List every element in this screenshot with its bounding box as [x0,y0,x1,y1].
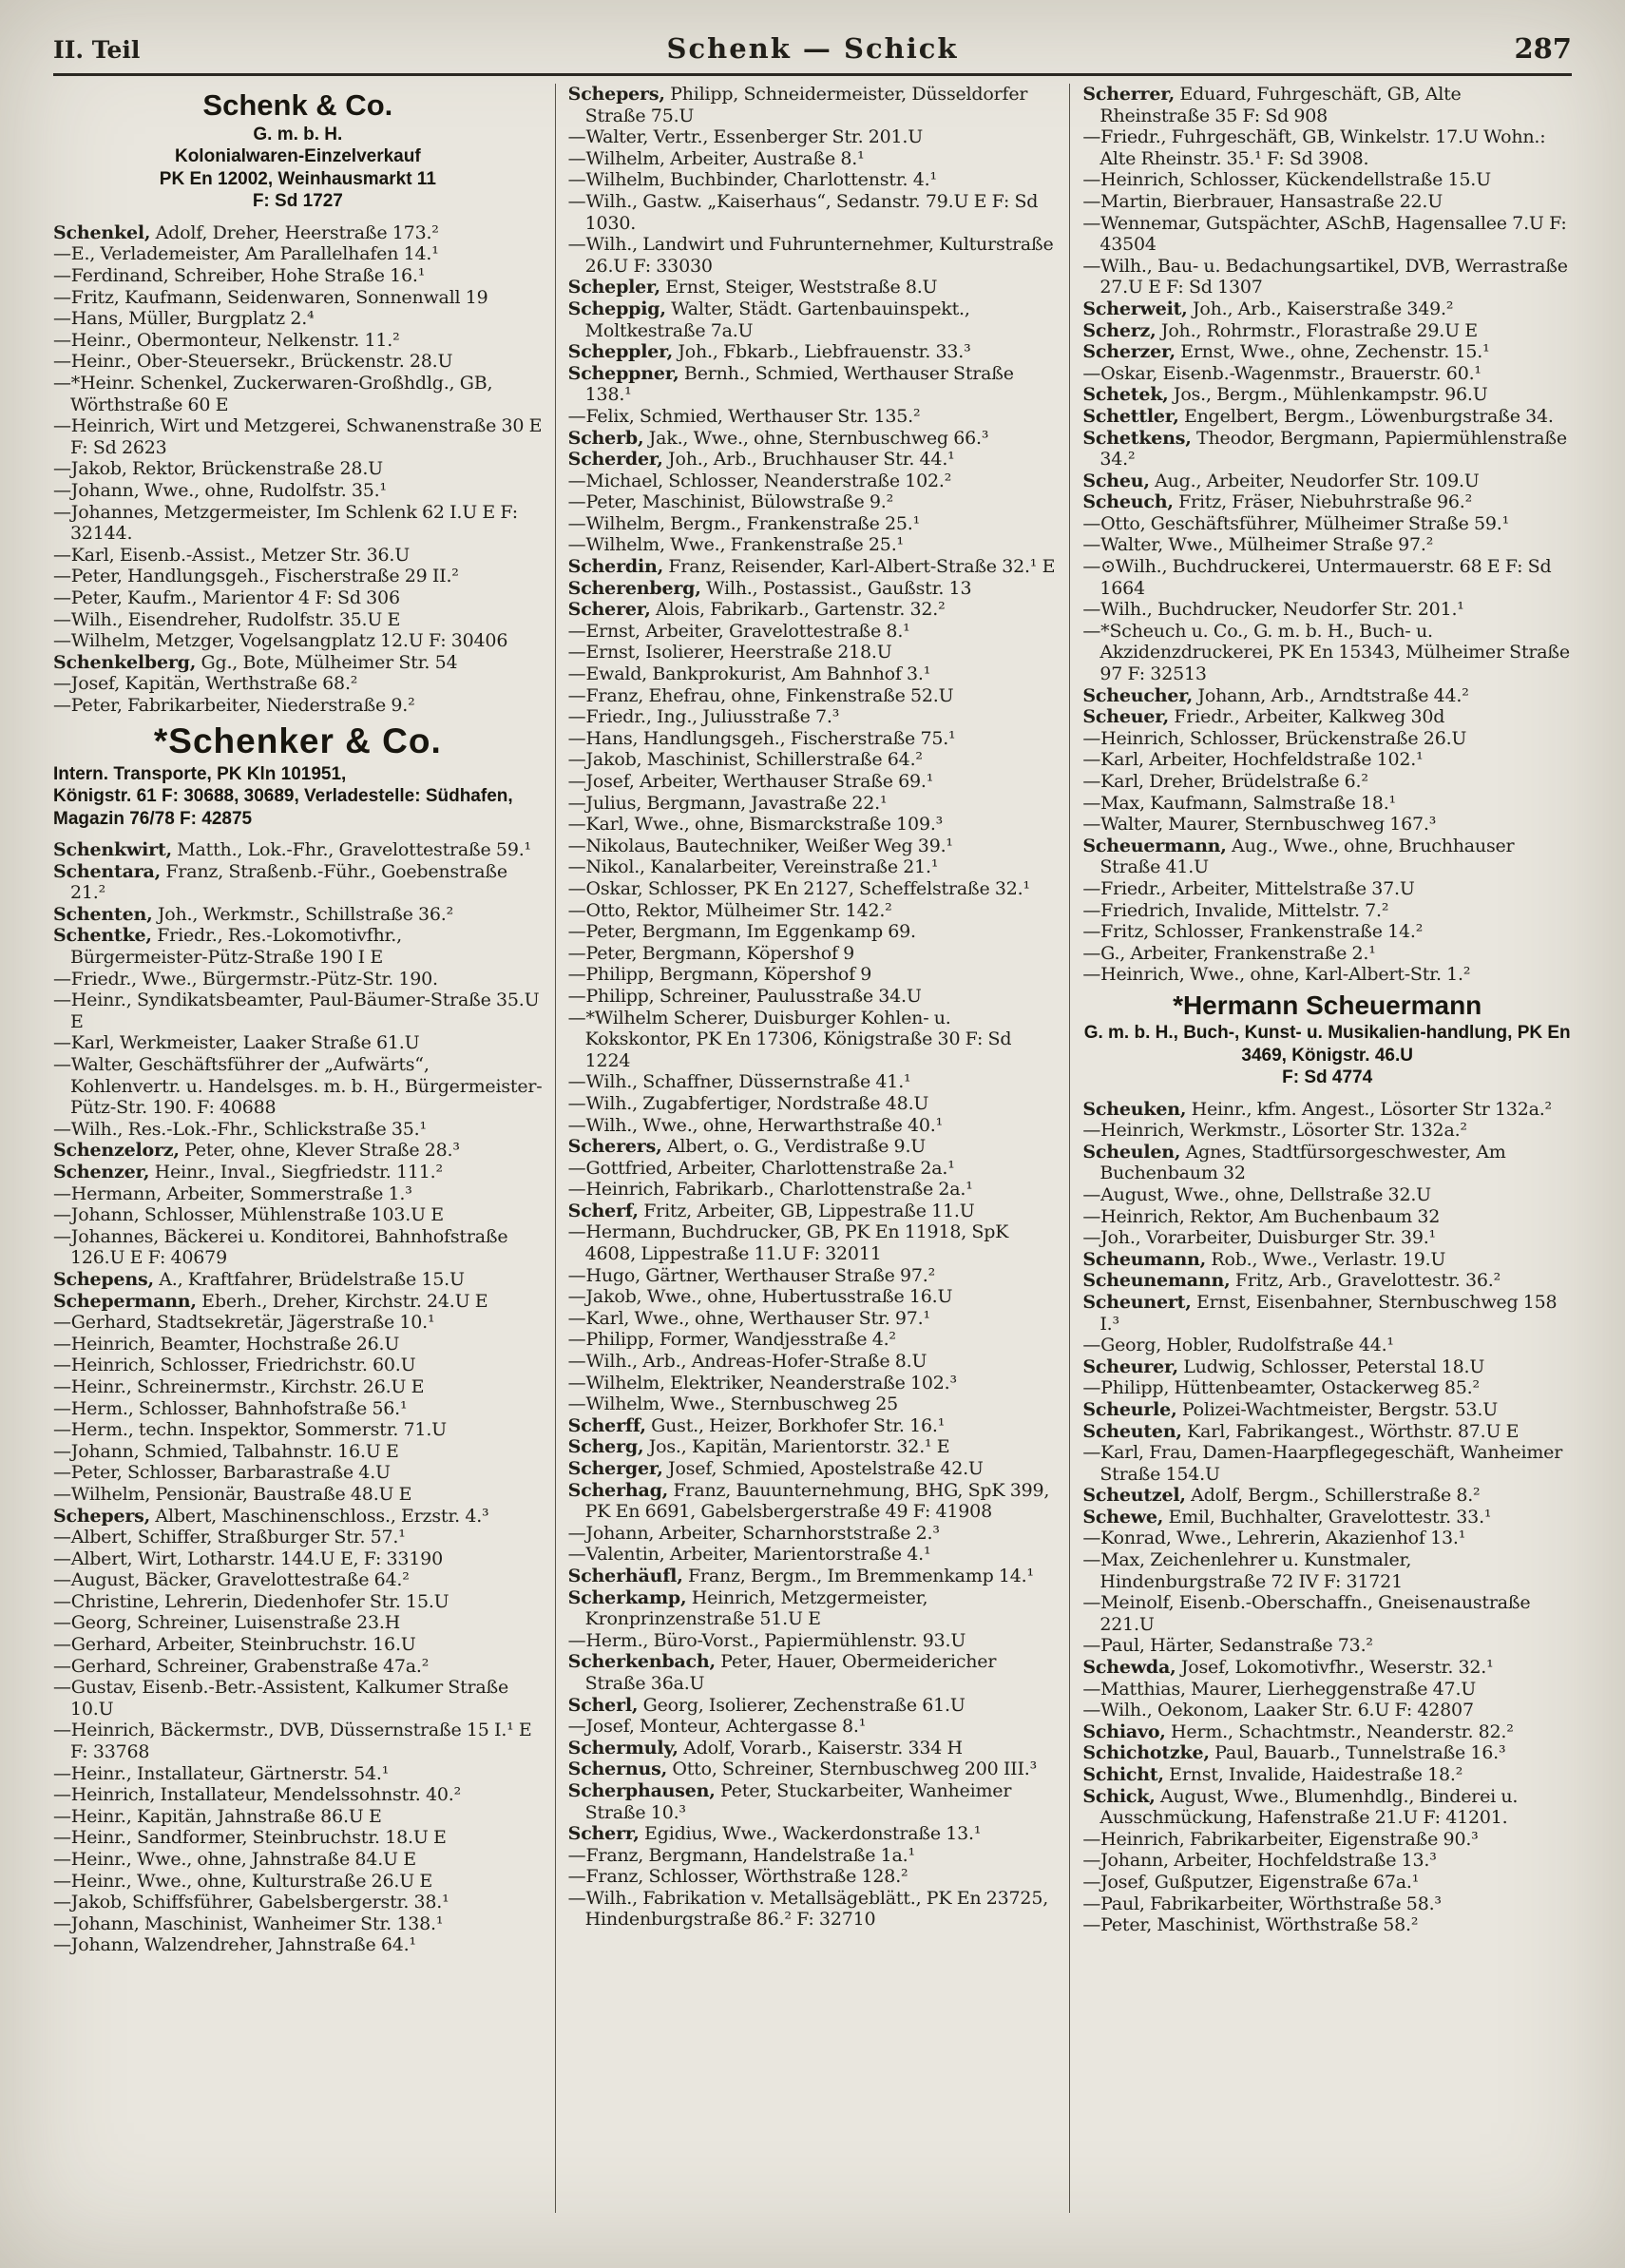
entry-surname: Scherers, [567,1136,662,1158]
entry-surname: Scheppig, [567,298,666,319]
directory-entry: —Michael, Schlosser, Neanderstraße 102.² [567,470,952,491]
directory-entry: —Heinrich, Schlosser, Friedrichstr. 60.U [53,1355,416,1376]
directory-entry: Schicht, Ernst, Invalide, Haidestraße 18.² [1082,1764,1463,1785]
entry-surname: Schepler, [567,277,660,298]
directory-entry: —Heinr., Schreinermstr., Kirchstr. 26.U E [53,1375,425,1397]
directory-entry: —Johann, Schmied, Talbahnstr. 16.U E [53,1440,399,1462]
directory-entry: —Friedrich, Invalide, Mittelstr. 7.² [1082,899,1389,921]
directory-entry: —Paul, Härter, Sedanstraße 73.² [1082,1635,1373,1657]
directory-entry: Scheppner, Bernh., Schmied, Werthauser Straße 138.¹ [567,362,1014,406]
entry-surname: Scherrer, [1082,84,1176,105]
directory-entry: Scheulen, Agnes, Stadtfürsorgeschwester, Am Buchenbaum 32 [1082,1141,1506,1184]
directory-entry: —Martin, Bierbrauer, Hansastraße 22.U [1082,190,1443,212]
firm-ad [53,720,543,830]
directory-entry: Schentke, Friedr., Res.-Lokomotivfhr., Bürgermeister-Pütz-Straße 190 I E [53,925,402,969]
directory-entry: —Heinrich, Installateur, Mendelssohnstr. 40.² [53,1784,461,1806]
entry-surname: Scheurer, [1082,1355,1178,1377]
entry-surname: Schetek, [1082,384,1169,406]
directory-entry: —Peter, Bergmann, Köpershof 9 [567,942,855,964]
directory-entry: —Heinr., Wwe., ohne, Kulturstraße 26.U E [53,1870,433,1892]
directory-entry: —*Heinr. Schenkel, Zuckerwaren-Großhdlg., GB, Wörthstraße 60 E [53,372,493,415]
directory-entry: —Wilh., Zugabfertiger, Nordstraße 48.U [567,1092,929,1114]
directory-entry: Scherkamp, Heinrich, Metzgermeister, Kronprinzenstraße 51.U E [567,1586,928,1630]
directory-entry: Schewe, Emil, Buchhalter, Gravelottestr. 33.¹ [1082,1506,1492,1528]
directory-entry: Scherr, Egidius, Wwe., Wackerdonstraße 13.¹ [567,1823,982,1845]
directory-entry: —Georg, Schreiner, Luisenstraße 23.H [53,1612,401,1634]
directory-entry: Scherphausen, Peter, Stuckarbeiter, Wanheimer Straße 10.³ [567,1779,1012,1823]
running-head: Schenk — Schick [666,32,959,65]
directory-entry: —Heinr., Kapitän, Jahnstraße 86.U E [53,1805,382,1827]
directory-entry: —Philipp, Schreiner, Paulusstraße 34.U [567,985,922,1007]
firm-ad-line: Kolonialwaren-Einzelverkauf [174,146,421,167]
entry-surname: Schepers, [53,1505,151,1527]
directory-entry: —Heinrich, Schlosser, Brückenstraße 26.U [1082,727,1467,749]
directory-entry: Schetek, Jos., Bergm., Mühlenkampstr. 96.U [1082,384,1488,406]
directory-entry: —Wilhelm, Pensionär, Baustraße 48.U E [53,1483,412,1505]
firm-ad-line: G. m. b. H. [253,124,343,144]
entry-surname: Schernus, [567,1759,668,1780]
directory-entry: —Hugo, Gärtner, Werthauser Straße 97.² [567,1264,936,1286]
directory-entry: —Hermann, Arbeiter, Sommerstraße 1.³ [53,1182,412,1204]
entry-surname: Scheutzel, [1082,1485,1186,1507]
directory-entry: —Jakob, Maschinist, Schillerstraße 64.² [567,749,923,771]
directory-entry: —Wilh., Fabrikation v. Metallsägeblätt., PK En 23725, Hindenburgstraße 86.² F: 32710 [567,1887,1049,1931]
directory-entry: —Walter, Geschäftsführer der „Aufwärts“, Kohlenvertr. u. Handelsges. m. b. H., Bürgermeister-Pütz-Str. 190. F: 40688 [53,1054,543,1119]
entry-surname: Scheunert, [1082,1291,1192,1313]
directory-entry: Scheutzel, Adolf, Bergm., Schillerstraße 8.² [1082,1485,1481,1507]
entry-surname: Scheumann, [1082,1248,1207,1270]
entry-surname: Scherenberg, [567,577,701,599]
entry-surname: Scheuer, [1082,706,1170,728]
entry-surname: Scherphausen, [567,1779,716,1801]
directory-entry: —Georg, Hobler, Rudolfstraße 44.¹ [1082,1335,1394,1356]
directory-entry: —Walter, Vertr., Essenberger Str. 201.U [567,126,924,148]
directory-entry: Schettler, Engelbert, Bergm., Löwenburgstraße 34. [1082,405,1554,427]
directory-entry: —Heinr., Obermonteur, Nelkenstr. 11.² [53,329,400,351]
directory-entry: —Wilhelm, Metzger, Vogelsangplatz 12.U F: 30406 [53,630,508,652]
directory-entry: Scherb, Jak., Wwe., ohne, Sternbuschweg 66.³ [567,427,989,449]
directory-entry: Scheucher, Johann, Arb., Arndtstraße 44.² [1082,684,1469,706]
directory-entry: Scherhäufl, Franz, Bergm., Im Bremmenkamp 14.¹ [567,1565,1034,1586]
directory-entry: —Gerhard, Arbeiter, Steinbruchstr. 16.U [53,1634,416,1656]
directory-entry: —Franz, Ehefrau, ohne, Finkenstraße 52.U [567,684,954,706]
directory-entry: —Otto, Rektor, Mülheimer Str. 142.² [567,899,892,921]
directory-entry: —Josef, Kapitän, Werthstraße 68.² [53,673,358,695]
directory-column [53,84,555,2213]
directory-entry: —Meinolf, Eisenb.-Oberschaffn., Gneisenaustraße 221.U [1082,1592,1531,1635]
directory-entry: —Wilh., Landwirt und Fuhrunternehmer, Kulturstraße 26.U F: 33030 [567,234,1054,277]
directory-entry: —Walter, Maurer, Sternbuschweg 167.³ [1082,814,1437,836]
directory-entry: Scherl, Georg, Isolierer, Zechenstraße 61.U [567,1694,965,1716]
directory-entry: —Jakob, Rektor, Brückenstraße 28.U [53,458,383,480]
directory-entry: —*Wilhelm Scherer, Duisburger Kohlen- u. Kokskontor, PK En 17306, Königstraße 30 F: Sd 1224 [567,1007,1012,1071]
directory-entry: Scheppler, Joh., Fbkarb., Liebfrauenstr. 33.³ [567,341,971,363]
directory-entry: —Joh., Vorarbeiter, Duisburger Str. 39.¹ [1082,1227,1436,1249]
page-header [53,32,1572,65]
directory-entry: —Wilh., Eisendreher, Rudolfstr. 35.U E [53,608,401,630]
directory-entry: Schiavo, Herm., Schachtmstr., Neanderstr. 82.² [1082,1720,1514,1742]
directory-entry: —Wilh., Oekonom, Laaker Str. 6.U F: 42807 [1082,1700,1474,1721]
directory-entry: —Heinrich, Rektor, Am Buchenbaum 32 [1082,1205,1441,1227]
directory-entry: —Konrad, Wwe., Lehrerin, Akazienhof 13.¹ [1082,1528,1466,1549]
firm-ad [53,87,543,213]
directory-entry: —Ferdinand, Schreiber, Hohe Straße 16.¹ [53,265,426,286]
directory-entry: Scherer, Alois, Fabrikarb., Gartenstr. 32.² [567,599,946,621]
directory-entry: —Jakob, Wwe., ohne, Hubertusstraße 16.U [567,1286,953,1308]
part-label: II. Teil [53,36,141,64]
directory-entry: —Paul, Fabrikarbeiter, Wörthstraße 58.³ [1082,1893,1442,1914]
directory-entry: Scherz, Joh., Rohrmstr., Florastraße 29.U E [1082,319,1478,341]
directory-entry: —Ewald, Bankprokurist, Am Bahnhof 3.¹ [567,663,931,685]
directory-entry: —Josef, Monteur, Achtergasse 8.¹ [567,1716,867,1738]
directory-entry: Scherf, Fritz, Arbeiter, GB, Lippestraße 11.U [567,1200,975,1221]
directory-entry: —Wennemar, Gutspächter, ASchB, Hagensallee 7.U F: 43504 [1082,212,1567,256]
directory-entry: —Wilh., Res.-Lok.-Fhr., Schlickstraße 35.¹ [53,1118,427,1140]
directory-entry: Scherff, Gust., Heizer, Borkhofer Str. 16.¹ [567,1414,946,1436]
directory-entry: —Ernst, Arbeiter, Gravelottestraße 8.¹ [567,620,910,642]
directory-entry: —Wilh., Buchdrucker, Neudorfer Str. 201.¹ [1082,599,1464,621]
directory-entry: —Wilh., Gastw. „Kaiserhaus“, Sedanstr. 79.U E F: Sd 1030. [567,190,1039,234]
directory-entry: —Wilh., Arb., Andreas-Hofer-Straße 8.U [567,1351,927,1373]
directory-entry: —Karl, Wwe., ohne, Werthauser Str. 97.¹ [567,1307,930,1329]
entry-surname: Scherder, [567,449,663,471]
entry-surname: Schettler, [1082,405,1179,427]
directory-entry: —August, Bäcker, Gravelottestraße 64.² [53,1569,410,1591]
directory-entry: Scheurer, Ludwig, Schlosser, Peterstal 18.U [1082,1355,1485,1377]
directory-entry: —Gustav, Eisenb.-Betr.-Assistent, Kalkumer Straße 10.U [53,1677,509,1720]
directory-entry: Scherder, Joh., Arb., Bruchhauser Str. 44.¹ [567,449,955,471]
directory-entry: —Heinrich, Fabrikarbeiter, Eigenstraße 90.³ [1082,1828,1479,1850]
directory-entry: —Nikolaus, Bautechniker, Weißer Weg 39.¹ [567,835,953,856]
directory-entry: Scheuermann, Aug., Wwe., ohne, Bruchhauser Straße 41.U [1082,835,1515,878]
directory-entry: —Josef, Arbeiter, Werthauser Straße 69.¹ [567,771,934,792]
page-number: 287 [1514,32,1572,65]
directory-entry: Schick, August, Wwe., Blumenhdlg., Binderei u. Ausschmückung, Hafenstraße 21.U F: 41201. [1082,1785,1519,1829]
directory-entry: —Josef, Gußputzer, Eigenstraße 67a.¹ [1082,1871,1420,1893]
directory-entry: Schenkelberg, Gg., Bote, Mülheimer Str. 54 [53,651,458,673]
directory-entry: —Heinr., Sandformer, Steinbruchstr. 18.U E [53,1827,447,1849]
entry-surname: Scherer, [567,599,651,621]
directory-entry: —Friedr., Arbeiter, Mittelstraße 37.U [1082,877,1415,899]
entry-surname: Scheurle, [1082,1398,1177,1420]
directory-entry: —Friedr., Wwe., Bürgermstr.-Pütz-Str. 190. [53,968,438,990]
directory-entry: —Fritz, Kaufmann, Seidenwaren, Sonnenwall 19 [53,286,488,308]
directory-entry: —Herm., Schlosser, Bahnhofstraße 56.¹ [53,1397,408,1419]
entry-surname: Scheucher, [1082,684,1194,706]
directory-entry: —Heinrich, Wirt und Metzgerei, Schwanenstraße 30 E F: Sd 2623 [53,415,543,458]
directory-entry: —Walter, Wwe., Mülheimer Straße 97.² [1082,534,1434,556]
directory-entry: Scherweit, Joh., Arb., Kaiserstraße 349.² [1082,298,1454,319]
directory-entry: —Friedr., Fuhrgeschäft, GB, Winkelstr. 17.U Wohn.: Alte Rheinstr. 35.¹ F: Sd 3908. [1082,126,1546,169]
entry-surname: Scherg, [567,1436,644,1458]
directory-entry: Schenkel, Adolf, Dreher, Heerstraße 173.² [53,221,439,243]
directory-entry: Schenzelorz, Peter, ohne, Klever Straße 28.³ [53,1140,460,1162]
entry-surname: Scherr, [567,1823,640,1845]
directory-entry: Schepler, Ernst, Steiger, Weststraße 8.U [567,277,938,298]
directory-entry: Schepens, A., Kraftfahrer, Brüdelstraße 15.U [53,1268,465,1290]
entry-surname: Schicht, [1082,1764,1164,1785]
directory-entry: —Ernst, Isolierer, Heerstraße 218.U [567,642,892,663]
directory-entry: —Johann, Walzendreher, Jahnstraße 64.¹ [53,1934,416,1956]
directory-entry: —Gerhard, Schreiner, Grabenstraße 47a.² [53,1655,430,1677]
directory-entry: Schenten, Joh., Werkmstr., Schillstraße 36.² [53,903,454,925]
directory-entry: —Wilhelm, Wwe., Frankenstraße 25.¹ [567,534,904,556]
directory-entry: —Wilhelm, Arbeiter, Austraße 8.¹ [567,147,865,169]
directory-entry: —Johann, Wwe., ohne, Rudolfstr. 35.¹ [53,479,387,501]
directory-entry: —Johannes, Bäckerei u. Konditorei, Bahnhofstraße 126.U E F: 40679 [53,1225,508,1269]
entry-surname: Schiavo, [1082,1720,1166,1742]
firm-ad-line: G. m. b. H., Buch-, Kunst- u. Musikalien-handlung, PK En 3469, Königstr. 46.U [1083,1023,1571,1066]
directory-entry: Scherdin, Franz, Reisender, Karl-Albert-Straße 32.¹ E [567,556,1056,578]
firm-ad-line: Königstr. 61 F: 30688, 30689, Verladestelle: Südhafen, Magazin 76/78 F: 42875 [53,786,513,829]
directory-entry: Scheuer, Friedr., Arbeiter, Kalkweg 30d [1082,706,1445,728]
directory-entry: —Jakob, Schiffsführer, Gabelsbergerstr. 38.¹ [53,1892,449,1913]
directory-entry: —Franz, Bergmann, Handelstraße 1a.¹ [567,1844,915,1866]
entry-surname: Scherweit, [1082,298,1188,319]
firm-ad-line: F: Sd 4774 [1282,1067,1373,1088]
directory-entry: Schenkwirt, Matth., Lok.-Fhr., Gravelottestraße 59.¹ [53,839,531,861]
directory-entry: —Johann, Maschinist, Wanheimer Str. 138.¹ [53,1912,444,1934]
directory-entry: Scheumann, Rob., Wwe., Verlastr. 19.U [1082,1248,1446,1270]
entry-surname: Scheunemann, [1082,1270,1231,1292]
directory-entry: —Johannes, Metzgermeister, Im Schlenk 62 I.U E F: 32144. [53,501,518,545]
entry-surname: Scheulen, [1082,1141,1181,1163]
directory-entry: Scherhag, Franz, Bauunternehmung, BHG, SpK 399, PK En 6691, Gabelsbergerstraße 49 F: 41908 [567,1479,1050,1523]
entry-surname: Schermuly, [567,1737,679,1759]
entry-surname: Scheppler, [567,341,673,363]
entry-surname: Scherzer, [1082,341,1176,363]
directory-entry: —Wilh., Bau- u. Bedachungsartikel, DVB, Werrastraße 27.U E F: Sd 1307 [1082,255,1568,298]
directory-entry: —Herm., Büro-Vorst., Papiermühlenstr. 93.U [567,1629,966,1651]
directory-entry: —Peter, Handlungsgeh., Fischerstraße 29 II.² [53,566,459,587]
directory-entry: —Hans, Müller, Burgplatz 2.⁴ [53,308,315,330]
firm-ad-title: *Schenker & Co. [153,721,442,761]
directory-entry: Scherers, Albert, o. G., Verdistraße 9.U [567,1136,927,1158]
entry-surname: Schenzelorz, [53,1140,180,1162]
entry-surname: Schetkens, [1082,427,1192,449]
firm-ad-line: Intern. Transporte, PK Kln 101951, [53,763,347,784]
directory-entry: —Peter, Bergmann, Im Eggenkamp 69. [567,921,916,943]
directory-entry: Schetkens, Theodor, Bergmann, Papiermühlenstraße 34.² [1082,427,1567,471]
directory-entry: —Albert, Schiffer, Straßburger Str. 57.¹ [53,1527,406,1548]
directory-entry: —Hans, Handlungsgeh., Fischerstraße 75.¹ [567,727,956,749]
directory-entry: Scherenberg, Wilh., Postassist., Gaußstr. 13 [567,577,972,599]
entry-surname: Schichotzke, [1082,1742,1210,1764]
directory-entry: Scheu, Aug., Arbeiter, Neudorfer Str. 109.U [1082,470,1480,491]
directory-entry: —E., Verlademeister, Am Parallelhafen 14.¹ [53,243,439,265]
entry-surname: Scherf, [567,1200,639,1221]
directory-entry: —Hermann, Buchdrucker, GB, PK En 11918, SpK 4608, Lippestraße 11.U F: 32011 [567,1221,1009,1265]
directory-entry: —Philipp, Former, Wandjesstraße 4.² [567,1329,896,1351]
directory-entry: —Fritz, Schlosser, Frankenstraße 14.² [1082,921,1424,943]
directory-entry: Scheuten, Karl, Fabrikangest., Wörthstr. 87.U E [1082,1420,1520,1442]
directory-entry: Schermuly, Adolf, Vorarb., Kaiserstr. 334 H [567,1737,963,1759]
directory-entry: —Wilhelm, Elektriker, Neanderstraße 102.³ [567,1372,957,1393]
directory-entry: —Heinrich, Fabrikarb., Charlottenstraße 2a.¹ [567,1179,973,1201]
directory-entry: Scherkenbach, Peter, Hauer, Obermeidericher Straße 36a.U [567,1651,997,1694]
directory-entry: —Heinr., Syndikatsbeamter, Paul-Bäumer-Straße 35.U E [53,990,540,1032]
entry-surname: Scherger, [567,1458,663,1479]
entry-surname: Scheuermann, [1082,835,1227,856]
directory-entry: —Felix, Schmied, Werthauser Str. 135.² [567,405,921,427]
entry-surname: Scheu, [1082,470,1150,491]
entry-surname: Scherff, [567,1414,646,1436]
directory-entry: —Heinrich, Schlosser, Kückendellstraße 15.U [1082,169,1491,191]
directory-entry: —Oskar, Eisenb.-Wagenmstr., Brauerstr. 60.¹ [1082,362,1482,384]
directory-entry: Schentara, Franz, Straßenb.-Führ., Goebenstraße 21.² [53,860,507,904]
directory-entry: —Max, Zeichenlehrer u. Kunstmaler, Hindenburgstraße 72 IV F: 31721 [1082,1549,1412,1592]
entry-surname: Scherl, [567,1694,639,1716]
entry-surname: Scherhag, [567,1479,669,1501]
directory-entry: —Heinr., Installateur, Gärtnerstr. 54.¹ [53,1762,390,1784]
directory-entry: Schenzer, Heinr., Inval., Siegfriedstr. 111.² [53,1162,443,1182]
entry-surname: Schentke, [53,925,152,947]
entry-surname: Schenten, [53,903,153,925]
directory-entry: —Johann, Arbeiter, Hochfeldstraße 13.³ [1082,1850,1437,1872]
directory-entry: —Gerhard, Stadtsekretär, Jägerstraße 10.¹ [53,1312,435,1334]
directory-entry: —Oskar, Schlosser, PK En 2127, Scheffelstraße 32.¹ [567,877,1030,899]
entry-surname: Scherdin, [567,556,664,578]
directory-entry: —Herm., techn. Inspektor, Sommerstr. 71.U [53,1419,447,1441]
directory-entry: —Karl, Wwe., ohne, Bismarckstraße 109.³ [567,814,944,836]
firm-ad-line: PK En 12002, Weinhausmarkt 11 [159,168,436,189]
directory-entry: —G., Arbeiter, Frankenstraße 2.¹ [1082,942,1376,964]
directory-entry: —Karl, Dreher, Brüdelstraße 6.² [1082,771,1368,792]
entry-surname: Schenkelberg, [53,651,197,673]
directory-entry: —*Scheuch u. Co., G. m. b. H., Buch- u. Akzidenzdruckerei, PK En 15343, Mülheimer Straße 97 F: 32513 [1082,620,1570,685]
directory-entry: —Heinrich, Werkmstr., Lösorter Str. 132a.² [1082,1120,1467,1142]
entry-surname: Schentara, [53,860,162,882]
entry-surname: Schenkwirt, [53,839,172,861]
directory-entry: Schepers, Philipp, Schneidermeister, Düsseldorfer Straße 75.U [567,84,1028,126]
firm-ad-title: *Hermann Scheuermann [1173,990,1482,1020]
directory-entry: —Wilh., Schaffner, Düssernstraße 41.¹ [567,1071,911,1093]
directory-entry: —Johann, Schlosser, Mühlenstraße 103.U E [53,1204,444,1226]
directory-entry: Scherzer, Ernst, Wwe., ohne, Zechenstr. 15.¹ [1082,341,1490,363]
directory-entry: —Otto, Geschäftsführer, Mülheimer Straße 59.¹ [1082,512,1509,534]
firm-ad-line: F: Sd 1727 [252,191,343,212]
directory-entry: Schichotzke, Paul, Bauarb., Tunnelstraße 16.³ [1082,1742,1506,1764]
directory-entry: —Nikol., Kanalarbeiter, Vereinstraße 21.¹ [567,856,939,878]
directory-entry: —Karl, Werkmeister, Laaker Straße 61.U [53,1032,420,1054]
entry-surname: Schewe, [1082,1506,1164,1528]
directory-entry: Schepers, Albert, Maschinenschloss., Erzstr. 4.³ [53,1505,489,1527]
directory-entry: —Philipp, Bergmann, Köpershof 9 [567,964,872,986]
entry-surname: Scheppner, [567,362,679,384]
directory-entry: Scherg, Jos., Kapitän, Marientorstr. 32.¹ E [567,1436,950,1458]
entry-surname: Scheuch, [1082,491,1174,513]
directory-entry: —⊙Wilh., Buchdruckerei, Untermauerstr. 68 E F: Sd 1664 [1082,556,1552,599]
directory-entry: Scheuch, Fritz, Fräser, Niebuhrstraße 96.² [1082,491,1472,513]
directory-entry: —Heinrich, Wwe., ohne, Karl-Albert-Str. 1.² [1082,964,1471,986]
directory-entry: Scherger, Josef, Schmied, Apostelstraße 42.U [567,1458,984,1479]
entry-surname: Scherz, [1082,319,1157,341]
entry-surname: Scherkenbach, [567,1651,716,1673]
entry-surname: Scherhäufl, [567,1565,683,1586]
entry-surname: Schenkel, [53,221,151,243]
directory-entry: —Peter, Fabrikarbeiter, Niederstraße 9.² [53,694,415,716]
directory-entry: —Max, Kaufmann, Salmstraße 18.¹ [1082,792,1396,814]
entry-surname: Schenzer, [53,1162,150,1182]
entry-surname: Schick, [1082,1785,1156,1807]
directory-entry: Schewda, Josef, Lokomotivfhr., Weserstr. 32.¹ [1082,1657,1494,1679]
directory-entry: —Philipp, Hüttenbeamter, Ostackerweg 85.² [1082,1377,1480,1399]
directory-entry: Scheppig, Walter, Städt. Gartenbauinspekt., Moltkestraße 7a.U [567,298,970,341]
directory-entry: —Karl, Arbeiter, Hochfeldstraße 102.¹ [1082,749,1424,771]
directory-entry: —Wilhelm, Wwe., Sternbuschweg 25 [567,1393,899,1415]
directory-entry: —Heinrich, Bäckermstr., DVB, Düssernstraße 15 I.¹ E F: 33768 [53,1720,532,1763]
directory-entry: Schepermann, Eberh., Dreher, Kirchstr. 24.U E [53,1290,488,1312]
columns [53,84,1572,2213]
directory-entry: —Peter, Maschinist, Bülowstraße 9.² [567,491,894,513]
directory-entry: —Karl, Frau, Damen-Haarpflegegeschäft, Wanheimer Straße 154.U [1082,1442,1563,1485]
directory-entry: —Karl, Eisenb.-Assist., Metzer Str. 36.U [53,544,411,566]
directory-entry: —August, Wwe., ohne, Dellstraße 32.U [1082,1183,1431,1205]
directory-entry: —Valentin, Arbeiter, Marientorstraße 4.¹ [567,1544,931,1566]
directory-entry: —Peter, Kaufm., Marientor 4 F: Sd 306 [53,586,400,608]
directory-entry: —Julius, Bergmann, Javastraße 22.¹ [567,792,888,814]
directory-entry: Scheuken, Heinr., kfm. Angest., Lösorter Str 132a.² [1082,1098,1552,1120]
directory-entry: —Friedr., Ing., Juliusstraße 7.³ [567,706,840,728]
directory-column [1069,84,1572,2213]
directory-entry: —Johann, Arbeiter, Scharnhorststraße 2.³ [567,1522,940,1544]
directory-entry: Scherrer, Eduard, Fuhrgeschäft, GB, Alte Rheinstraße 35 F: Sd 908 [1082,84,1462,126]
header-rule [53,73,1572,76]
directory-entry: —Matthias, Maurer, Lierheggenstraße 47.U [1082,1678,1477,1700]
directory-entry: —Wilh., Wwe., ohne, Herwarthstraße 40.¹ [567,1114,944,1136]
directory-entry: Schernus, Otto, Schreiner, Sternbuschweg 200 III.³ [567,1759,1038,1780]
directory-entry: —Heinr., Wwe., ohne, Jahnstraße 84.U E [53,1849,416,1870]
entry-surname: Schewda, [1082,1657,1176,1679]
entry-surname: Scherb, [567,427,644,449]
directory-entry: —Heinr., Ober-Steuersekr., Brückenstr. 28.U [53,351,453,373]
entry-surname: Schepers, [567,84,665,105]
directory-entry: —Heinrich, Beamter, Hochstraße 26.U [53,1333,400,1355]
firm-ad-title: Schenk & Co. [202,88,393,122]
entry-surname: Scherkamp, [567,1586,687,1608]
entry-surname: Scheuten, [1082,1420,1182,1442]
directory-entry: Scheunert, Ernst, Eisenbahner, Sternbuschweg 158 I.³ [1082,1291,1558,1335]
firm-ad [1082,990,1572,1089]
directory-entry: —Peter, Maschinist, Wörthstraße 58.² [1082,1914,1419,1936]
directory-entry: —Wilhelm, Buchbinder, Charlottenstr. 4.¹ [567,169,937,191]
entry-surname: Schepermann, [53,1290,197,1312]
directory-entry: Scheunemann, Fritz, Arb., Gravelottestr. 36.² [1082,1270,1501,1292]
directory-column [555,84,1070,2213]
directory-entry: —Christine, Lehrerin, Diedenhofer Str. 15.U [53,1590,449,1612]
directory-entry: —Wilhelm, Bergm., Frankenstraße 25.¹ [567,512,920,534]
directory-entry: —Peter, Schlosser, Barbarastraße 4.U [53,1462,391,1484]
directory-entry: —Gottfried, Arbeiter, Charlottenstraße 2a.¹ [567,1157,955,1179]
directory-entry: —Franz, Schlosser, Wörthstraße 128.² [567,1866,908,1888]
entry-surname: Scheuken, [1082,1098,1187,1120]
directory-entry: —Albert, Wirt, Lotharstr. 144.U E, F: 33190 [53,1547,443,1569]
directory-entry: Scheurle, Polizei-Wachtmeister, Bergstr. 53.U [1082,1398,1499,1420]
entry-surname: Schepens, [53,1268,154,1290]
